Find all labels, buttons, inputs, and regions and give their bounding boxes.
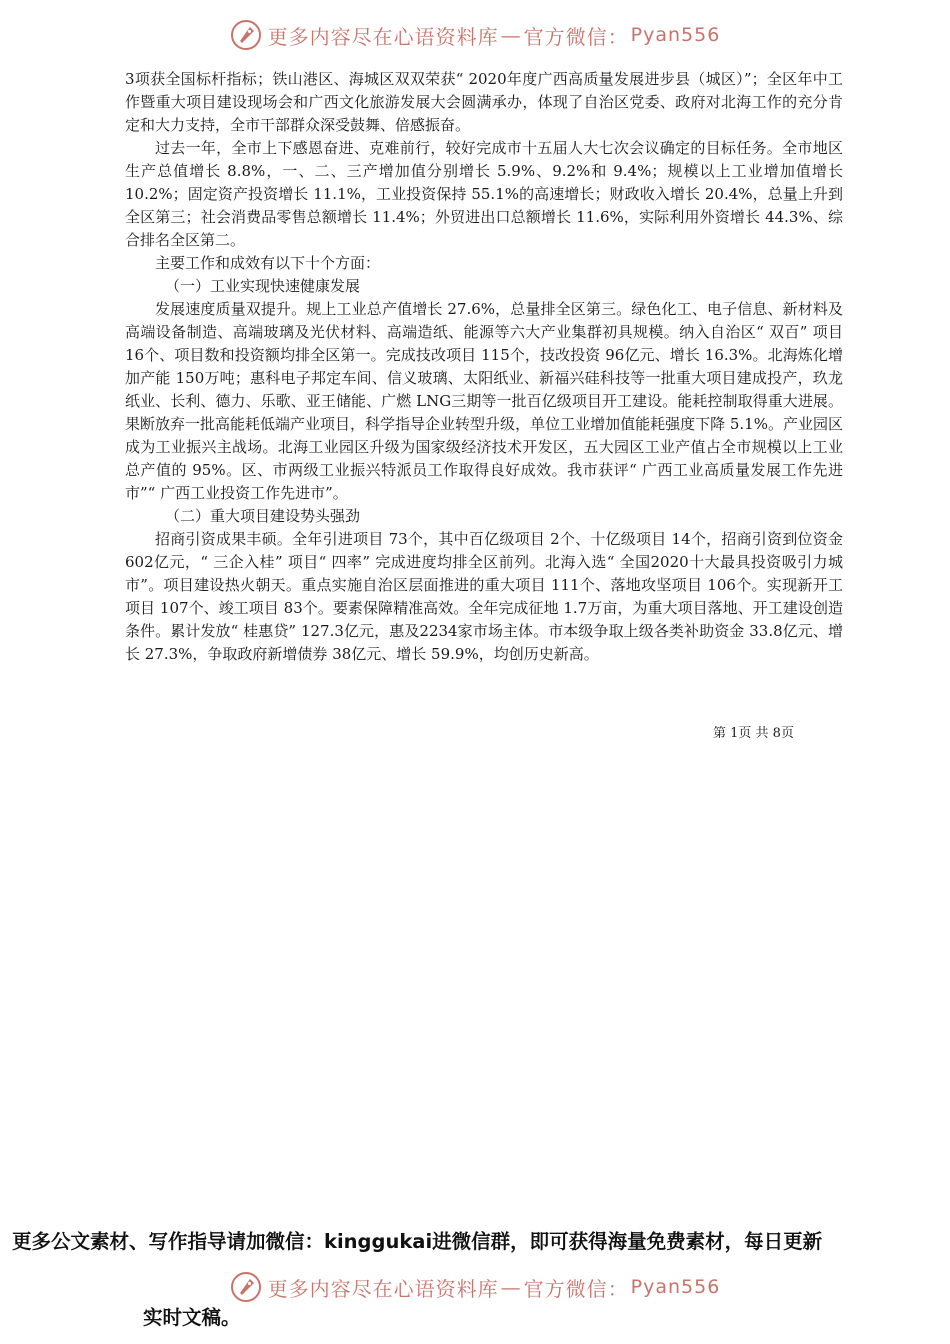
watermark-separator: —: [500, 23, 522, 47]
promo-line-1: 更多公文素材、写作指导请加微信：kinggukai进微信群，即可获得海量免费素材，每日更新: [12, 1230, 823, 1253]
watermark-wechat-id: Pyan556: [630, 24, 721, 46]
document-body: [125, 68, 843, 666]
paragraph-industry: 发展速度质量双提升。规上工业总产值增长 27.6%，总量排全区第三。绿色化工、电子信息、新材料及高端设备制造、高端玻璃及光伏材料、高端造纸、能源等六大产业集群初具规模。纳入自治区“ 双百” 项目 16个、项目数和投资额均排全区第一。完成技改项目 115个，技改投资 96亿元、增长 16.3%。北海炼化增加产能 150万吨；惠科电子邦定车间、信义玻璃、太阳纸业、新福兴硅科技等一批重大项目建成投产，玖龙纸业、长利、德力、乐歌、亚王储能、广燃 LNG三期等一批百亿级项目开工建设。能耗控制取得重大进展。果断放弃一批高能耗低端产业项目，科学指导企业转型升级，单位工业增加值能耗强度下降 5.1%。产业园区成为工业振兴主战场。北海工业园区升级为国家级经济技术开发区，五大园区工业产值占全市规模以上工业总产值的 95%。区、市两级工业振兴特派员工作取得良好成效。我市获评“ 广西工业高质量发展工作先进市”“ 广西工业投资工作先进市”。: [125, 300, 843, 502]
watermark-wechat-id: Pyan556: [630, 1276, 721, 1298]
paragraph-continuation: 3项获全国标杆指标；铁山港区、海城区双双荣获“ 2020年度广西高质量发展进步县（城区）”；全区年中工作暨重大项目建设现场会和广西文化旅游发展大会圆满承办，体现了自治区党委、政府对北海工作的充分肯定和大力支持，全市干部群众深受鼓舞、倍感振奋。: [125, 70, 843, 134]
pen-nib-logo-icon: [230, 19, 262, 51]
paragraph-summary: 过去一年，全市上下感恩奋进、克难前行，较好完成市十五届人大七次会议确定的目标任务。全市地区生产总值增长 8.8%，一、二、三产增加值分别增长 5.9%、9.2%和 9.4%；规模以上工业增加值增长 10.2%；固定资产投资增长 11.1%，工业投资保持 55.1%的高速增长；财政收入增长 20.4%，总量上升到全区第三；社会消费品零售总额增长 11.4%；外贸进出口总额增长 11.6%，实际利用外资增长 44.3%、综合排名全区第二。: [125, 139, 843, 249]
pen-nib-logo-icon: [230, 1271, 262, 1303]
promo-line-2: 实时文稿。: [143, 1306, 241, 1329]
section-heading-industry: （一）工业实现快速健康发展: [165, 277, 361, 295]
watermark-text: 更多内容尽在心语资料库: [267, 1276, 499, 1301]
watermark-label: 官方微信：: [523, 1276, 629, 1301]
paragraph-projects: 招商引资成果丰硕。全年引进项目 73个，其中百亿级项目 2个、十亿级项目 14个，招商引资到位资金 602亿元，“ 三企入桂” 项目“ 四率” 完成进度均排全区前列。北海入选“ 全国2020十大最具投资吸引力城市”。项目建设热火朝天。重点实施自治区层面推进的重大项目 111个、落地攻坚项目 106个。实现新开工项目 107个、竣工项目 83个。要素保障精准高效。全年完成征地 1.7万亩，为重大项目落地、开工建设创造条件。累计发放“ 桂惠贷” 127.3亿元，惠及2234家市场主体。市本级争取上级各类补助资金 33.8亿元、增长 27.3%，争取政府新增债券 38亿元、增长 59.9%，均创历史新高。: [125, 530, 843, 663]
section-heading-projects: （二）重大项目建设势头强劲: [165, 507, 361, 525]
header-watermark: [0, 14, 950, 56]
page-number: 第 1页 共 8页: [713, 726, 794, 741]
watermark-text: 更多内容尽在心语资料库: [267, 24, 499, 49]
paragraph-intro: 主要工作和成效有以下十个方面：: [155, 254, 381, 272]
watermark-label: 官方微信：: [523, 24, 629, 49]
footer-watermark: [0, 1266, 950, 1308]
watermark-separator: —: [500, 1275, 522, 1299]
